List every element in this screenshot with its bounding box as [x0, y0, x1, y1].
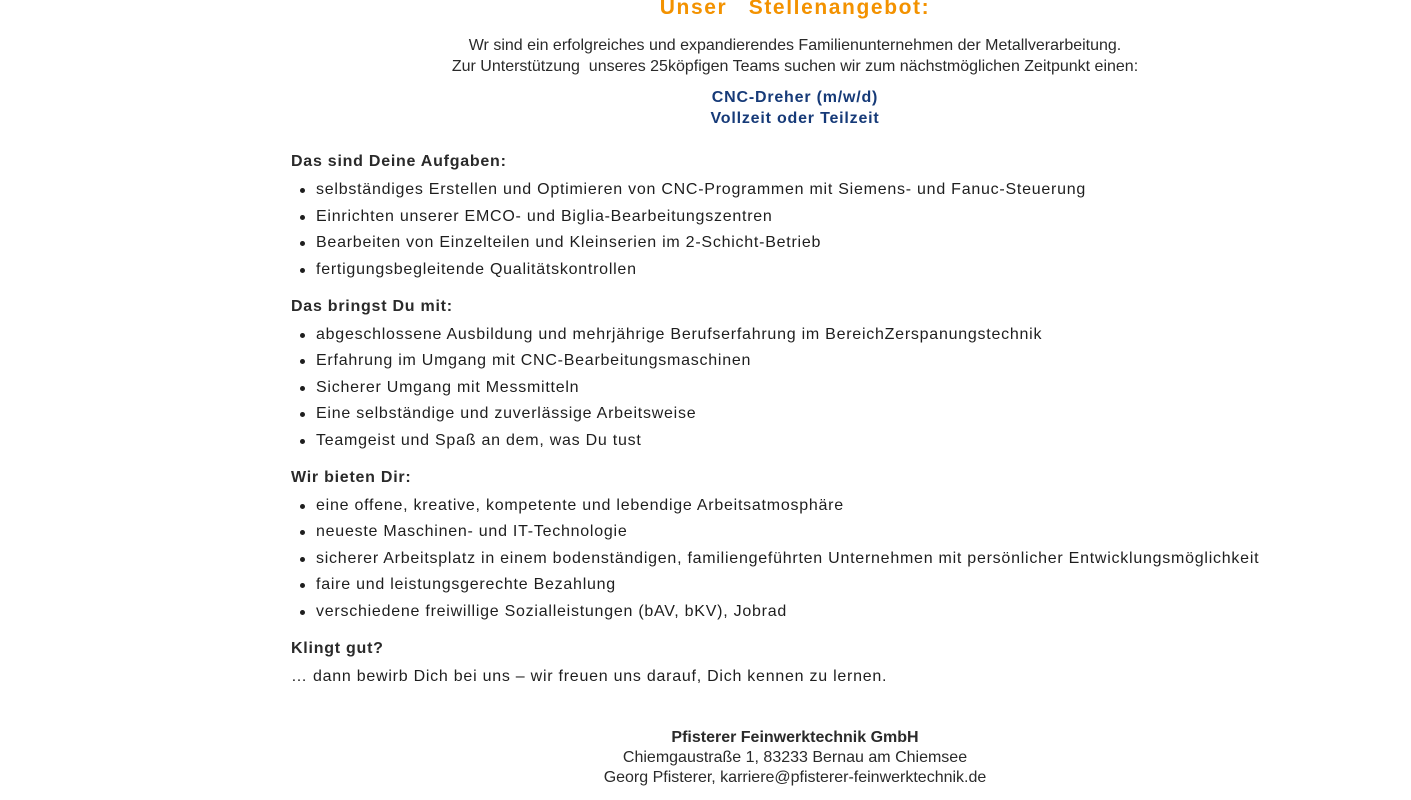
company-contact-line: Georg Pfisterer, karriere@pfisterer-feinwerktechnik.de [603, 769, 987, 786]
list-item [291, 375, 1401, 402]
list-item [291, 204, 1401, 231]
job-details [291, 151, 1401, 702]
list-item-text: faire und leistungsgerechte Bezahlung [316, 576, 616, 593]
list-item [291, 428, 1401, 455]
list-item [291, 177, 1401, 204]
section-requirements [291, 296, 1401, 455]
tasks-list [291, 177, 1401, 283]
list-item [291, 401, 1401, 428]
benefits-list [291, 493, 1401, 626]
bullet-icon [300, 188, 305, 193]
list-item-text: Eine selbständige und zuverlässige Arbeitsweise [316, 405, 697, 422]
list-item-text: Einrichten unserer EMCO- und Biglia-Bearbeitungszentren [316, 207, 773, 225]
list-item [291, 546, 1401, 573]
list-item [291, 348, 1401, 375]
closing-heading: Klingt gut? [291, 639, 384, 657]
section-heading: Wir bieten Dir: [291, 468, 412, 486]
bullet-icon [300, 268, 305, 273]
bullet-icon [300, 241, 305, 246]
bullet-icon [300, 215, 305, 220]
list-item [291, 493, 1401, 520]
bullet-icon [300, 583, 305, 588]
list-item [291, 519, 1401, 546]
job-offer-headline: Unser Stellenangebot: [659, 0, 931, 19]
list-item-text: eine offene, kreative, kompetente und lebendige Arbeitsatmosphäre [316, 496, 844, 514]
position-title: CNC-Dreher (m/w/d) [711, 89, 879, 106]
list-item-text: abgeschlossene Ausbildung und mehrjährige Berufserfahrung im BereichZerspanungstechnik [316, 325, 1043, 343]
bullet-icon [300, 333, 305, 338]
position-block [0, 87, 1411, 129]
bullet-icon [300, 610, 305, 615]
list-item-text: fertigungsbegleitende Qualitätskontrollen [316, 260, 637, 278]
section-heading: Das sind Deine Aufgaben: [291, 153, 507, 170]
company-contact [0, 728, 1411, 788]
list-item-text: Erfahrung im Umgang mit CNC-Bearbeitungsmaschinen [316, 352, 752, 369]
bullet-icon [300, 386, 305, 391]
bullet-icon [300, 504, 305, 509]
company-address: Chiemgaustraße 1, 83233 Bernau am Chiemsee [622, 749, 968, 766]
bullet-icon [300, 557, 305, 562]
bullet-icon [300, 359, 305, 364]
list-item [291, 230, 1401, 257]
list-item-text: selbständiges Erstellen und Optimieren von CNC-Programmen mit Siemens- und Fanuc-Steuerung [316, 181, 1087, 198]
list-item-text: neueste Maschinen- und IT-Technologie [316, 523, 628, 540]
section-benefits [291, 467, 1401, 626]
list-item-text: Sicherer Umgang mit Messmitteln [316, 378, 580, 396]
section-tasks [291, 151, 1401, 283]
list-item [291, 257, 1401, 284]
bullet-icon [300, 439, 305, 444]
company-intro [0, 35, 1411, 77]
intro-line: Wr sind ein erfolgreiches und expandierendes Familienunternehmen der Metallverarbeitung. [468, 37, 1122, 54]
list-item [291, 322, 1401, 349]
closing-text: … dann bewirb Dich bei uns – wir freuen uns darauf, Dich kennen zu lernen. [291, 667, 888, 685]
position-type: Vollzeit oder Teilzeit [710, 110, 880, 127]
bullet-icon [300, 412, 305, 417]
section-heading: Das bringst Du mit: [291, 297, 453, 315]
list-item-text: Bearbeiten von Einzelteilen und Kleinserien im 2-Schicht-Betrieb [316, 234, 822, 251]
company-name: Pfisterer Feinwerktechnik GmbH [671, 729, 919, 746]
requirements-list [291, 322, 1401, 455]
intro-line: Zur Unterstützung unseres 25köpfigen Teams suchen wir zum nächstmöglichen Zeitpunkt einen: [451, 58, 1139, 75]
list-item-text: sicherer Arbeitsplatz in einem bodenständigen, familiengeführten Unternehmen mit persönlicher Entwicklungsmöglichkeit [316, 549, 1260, 567]
list-item-text: Teamgeist und Spaß an dem, was Du tust [316, 431, 642, 449]
section-closing [291, 638, 1401, 690]
bullet-icon [300, 530, 305, 535]
list-item [291, 572, 1401, 599]
list-item-text: verschiedene freiwillige Sozialleistungen (bAV, bKV), Jobrad [316, 602, 788, 620]
list-item [291, 599, 1401, 626]
